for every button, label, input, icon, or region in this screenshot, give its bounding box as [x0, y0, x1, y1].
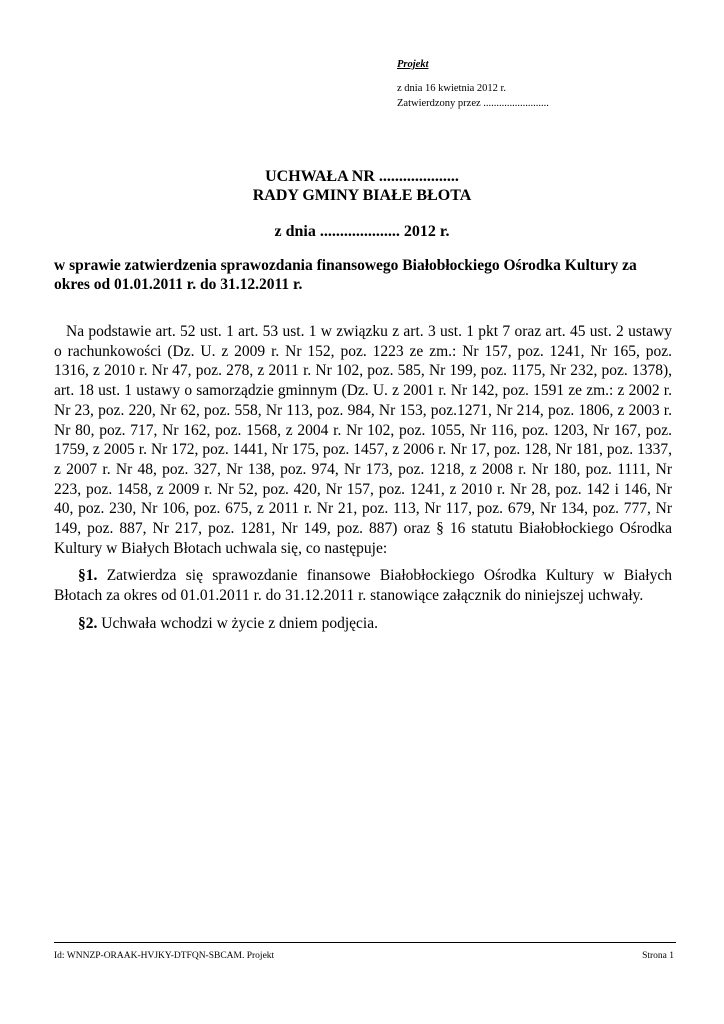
footer-divider: [54, 942, 676, 943]
section-2-text: Uchwała wchodzi w życie z dniem podjęcia.: [97, 614, 378, 632]
section-2-paragraph: [54, 614, 672, 634]
page-number: Strona 1: [642, 951, 674, 961]
resolution-subject: w sprawie zatwierdzenia sprawozdania finansowego Białobłockiego Ośrodka Kultury za okres od 01.01.2011 r. do 31.12.2011 r.: [54, 257, 637, 293]
resolution-body: [54, 322, 672, 642]
section-1-text: Zatwierdza się sprawozdanie finansowe Białobłockiego Ośrodka Kultury w Białych Błotach za okres od 01.01.2011 r. do 31.12.2011 r. stanowiące załącznik do niniejszej uchwały.: [54, 567, 672, 605]
council-name: RADY GMINY BIAŁE BŁOTA: [252, 187, 472, 204]
section-1-label: §1.: [78, 567, 98, 585]
resolution-date: z dnia .................... 2012 r.: [274, 223, 450, 240]
draft-date: z dnia 16 kwietnia 2012 r.: [397, 83, 507, 94]
page-footer: [54, 950, 674, 962]
resolution-number: UCHWAŁA NR ....................: [265, 168, 459, 185]
section-1-paragraph: [54, 566, 672, 605]
approved-by: Zatwierdzony przez .........................: [397, 98, 549, 109]
projekt-label: Projekt: [397, 59, 429, 70]
section-2-label: §2.: [78, 614, 98, 632]
resolution-title: [0, 167, 724, 241]
document-id: Id: WNNZP-ORAAK-HVJKY-DTFQN-SBCAM. Projekt: [54, 951, 275, 961]
draft-header: [397, 57, 549, 111]
preamble-paragraph: Na podstawie art. 52 ust. 1 art. 53 ust. 1 w związku z art. 3 ust. 1 pkt 7 oraz art. 45 ust. 2 ustawy o rachunkowości (Dz. U. z 2009 r. Nr 152, poz. 1223 ze zm.: Nr 157, poz. 1241, Nr 165, poz. 1316, z 2010 r. Nr 47, poz. 278, z 2011 r. Nr 102, poz. 585, Nr 199, poz. 1175, Nr 232, poz. 1378), art. 18 ust. 1 ustawy o samorządzie gminnym (Dz. U. z 2001 r. Nr 142, poz. 1591 ze zm.: z 2002 r. Nr 23, poz. 220, Nr 62, poz. 558, Nr 113, poz. 984, Nr 153, poz.1271, Nr 214, poz. 1806, z 2003 r. Nr 80, poz. 717, Nr 162, poz. 1568, z 2004 r. Nr 102, poz. 1055, Nr 116, poz. 1203, Nr 167, poz. 1759, z 2005 r. Nr 172, poz. 1441, Nr 175, poz. 1457, z 2006 r. Nr 17, poz. 128, Nr 181, poz. 1337, z 2007 r. Nr 48, poz. 327, Nr 138, poz. 974, Nr 173, poz. 1218, z 2008 r. Nr 180, poz. 1111, Nr 223, poz. 1458, z 2009 r. Nr 52, poz. 420, Nr 157, poz. 1241, z 2010 r. Nr 28, poz. 142 i 146, Nr 40, poz. 230, Nr 106, poz. 675, z 2011 r. Nr 21, poz. 113, Nr 117, poz. 679, Nr 134, poz. 777, Nr 149, poz. 887, Nr 217, poz. 1281, Nr 149, poz. 887) oraz § 16 statutu Białobłockiego Ośrodka Kultury w Białych Błotach uchwala się, co następuje:: [54, 323, 672, 557]
